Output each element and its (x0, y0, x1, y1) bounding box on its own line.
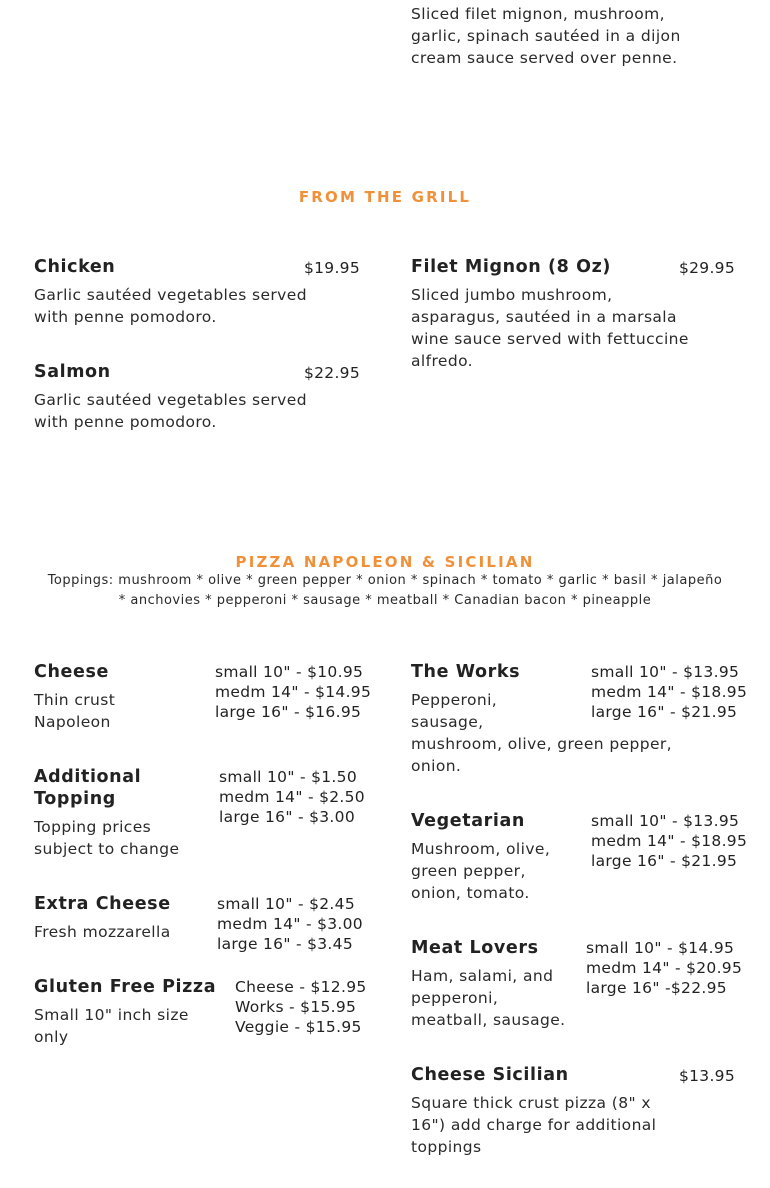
item-price-chicken: $19.95 (303, 259, 360, 277)
item-description-gluten-free-pizza: Small 10" inch size only (34, 1006, 189, 1046)
item-prices-additional-topping: small 10" - $1.50 medm 14" - $2.50 large 16" - $3.00 (219, 768, 365, 826)
item-name-filet-mignon: Filet Mignon (8 Oz) (411, 257, 611, 277)
item-prices-the-works: small 10" - $13.95 medm 14" - $18.95 large 16" - $21.95 (591, 663, 748, 721)
item-prices-gluten-free-pizza: Cheese - $12.95 Works - $15.95 Veggie - $15.95 (235, 978, 367, 1036)
item-price-cheese-sicilian: $13.95 (678, 1067, 735, 1085)
item-description-cheese-pizza: Thin crust Napoleon (34, 691, 116, 731)
item-prices-cheese-pizza: small 10" - $10.95 medm 14" - $14.95 large 16" - $16.95 (215, 663, 372, 721)
item-name-the-works: The Works (411, 662, 521, 682)
item-description-cheese-sicilian: Square thick crust pizza (8" x 16") add charge for additional toppings (411, 1094, 657, 1156)
item-name-additional-topping: Additional Topping (34, 767, 142, 809)
item-prices-meat-lovers: small 10" - $14.95 medm 14" - $20.95 large 16" -$22.95 (586, 939, 743, 997)
item-description-meat-lovers: Ham, salami, and pepperoni, meatball, sausage. (411, 967, 566, 1029)
item-description-filet-mignon: Sliced jumbo mushroom, asparagus, sautéed in a marsala wine sauce served with fettuccine alfredo. (411, 286, 689, 370)
item-description-the-works: Pepperoni, sausage, mushroom, olive, green pepper, onion. (411, 691, 673, 775)
item-description-chicken: Garlic sautéed vegetables served with penne pomodoro. (34, 286, 307, 326)
item-description-additional-topping: Topping prices subject to change (34, 818, 180, 858)
item-price-filet-mignon: $29.95 (678, 259, 735, 277)
top-item-description: Sliced filet mignon, mushroom, garlic, spinach sautéed in a dijon cream sauce served over penne. (411, 5, 681, 67)
item-name-vegetarian: Vegetarian (411, 811, 525, 831)
item-name-chicken: Chicken (34, 257, 116, 277)
item-name-gluten-free-pizza: Gluten Free Pizza (34, 977, 217, 997)
item-prices-vegetarian: small 10" - $13.95 medm 14" - $18.95 large 16" - $21.95 (591, 812, 748, 870)
item-prices-extra-cheese: small 10" - $2.45 medm 14" - $3.00 large 16" - $3.45 (217, 895, 363, 953)
section-title-grill: FROM THE GRILL (298, 188, 472, 206)
item-price-salmon: $22.95 (303, 364, 360, 382)
item-name-meat-lovers: Meat Lovers (411, 938, 539, 958)
item-name-extra-cheese: Extra Cheese (34, 894, 171, 914)
item-description-vegetarian: Mushroom, olive, green pepper, onion, tomato. (411, 840, 551, 902)
item-description-extra-cheese: Fresh mozzarella (34, 923, 171, 941)
toppings-list: Toppings: mushroom * olive * green pepper * onion * spinach * tomato * garlic * basil * jalapeño * anchovies * pepperoni * sausage * meatball * Canadian bacon * pineapple (47, 573, 723, 608)
item-description-salmon: Garlic sautéed vegetables served with penne pomodoro. (34, 391, 307, 431)
item-name-salmon: Salmon (34, 362, 111, 382)
item-name-cheese-pizza: Cheese (34, 662, 109, 682)
section-title-pizza: PIZZA NAPOLEON & SICILIAN (235, 553, 535, 571)
item-name-cheese-sicilian: Cheese Sicilian (411, 1065, 569, 1085)
